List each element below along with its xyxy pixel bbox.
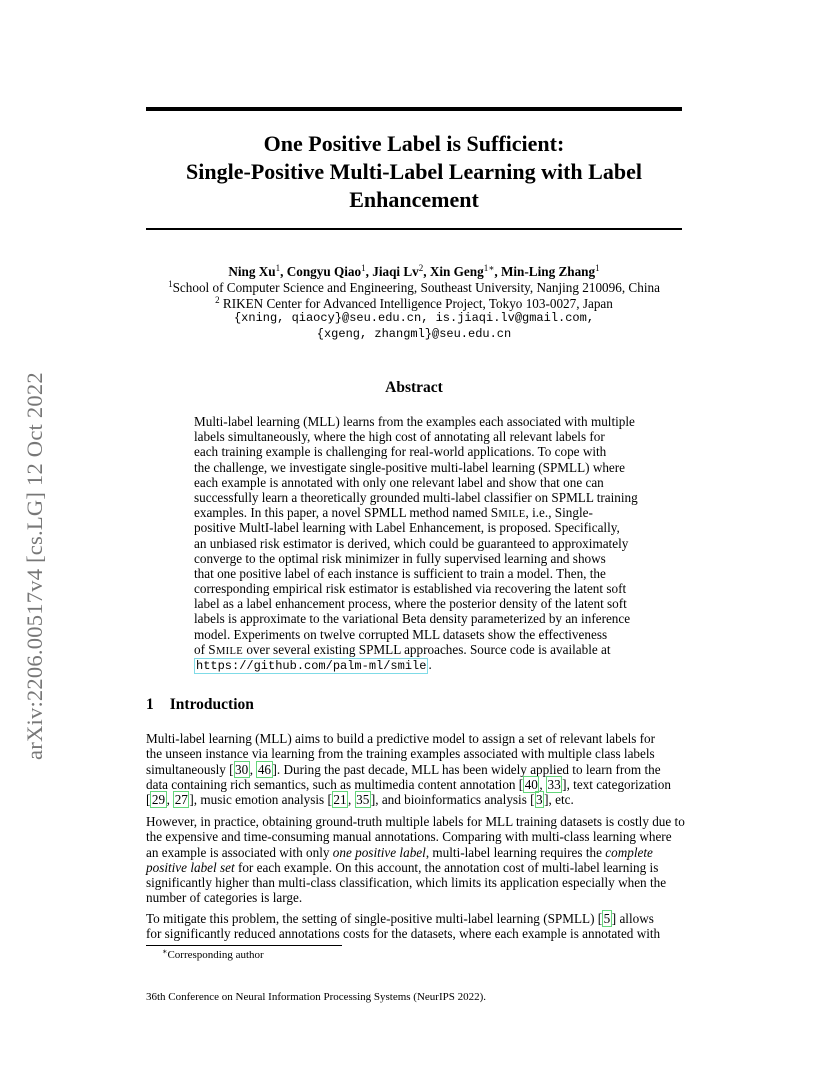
abstract-line: of SMILE over several existing SPMLL approaches. Source code is available at (194, 641, 611, 657)
author-name: Ning Xu (228, 264, 276, 279)
paragraph-line: number of categories is large. (146, 890, 303, 906)
abstract-line: successfully learn a theoretically grounded multi-label classifier on SPMLL training (194, 489, 638, 505)
section-heading (146, 696, 254, 714)
footnote-text: Corresponding author (167, 949, 264, 961)
abstract-line: positive MultI-label learning with Label Enhancement, is proposed. Specifically, (194, 520, 620, 536)
abstract-line: corresponding empirical risk estimator is established via recovering the latent soft (194, 581, 627, 597)
citation-link[interactable]: 5 (603, 911, 611, 926)
citation-link[interactable]: 33 (547, 776, 561, 792)
author-name: Min-Ling Zhang (500, 264, 596, 279)
footnote-mark: ∗ (162, 947, 168, 956)
footnote (162, 949, 264, 961)
abstract-line: an unbiased risk estimator is derived, which could be guaranteed to approximately (194, 535, 629, 551)
paragraph-line: simultaneously [ 30 , 46 ]. During the past decade, MLL has been widely applied to learn from the (146, 761, 661, 777)
paragraph-line: data containing rich semantics, such as multimedia content annotation [ 40 , 33 ], text categorization (146, 776, 671, 792)
emphasis: positive label set (146, 859, 235, 875)
paragraph-line: [ 29 , 27 ], music emotion analysis [ 21 , 35 ], and bioinformatics analysis [ 3 ], etc. (146, 792, 574, 808)
paragraph-line: the expensive and time-consuming manual annotations. Comparing with multi-class learning where (146, 829, 672, 845)
citation-link[interactable]: 29 (151, 792, 166, 808)
method-name-smallcaps: SMILE (208, 641, 244, 657)
abstract-line: label as a label enhancement process, where the posterior density of the latent soft (194, 596, 627, 612)
title-line: Enhancement (349, 187, 479, 212)
abstract-line: each training example is challenging for real-world applications. To cope with (194, 444, 607, 460)
citation-link[interactable]: 3 (536, 792, 543, 808)
abstract-line: labels simultaneously, where the high cost of annotating all relevant labels for (194, 429, 605, 445)
abstract-line: https://github.com/palm-ml/smile . (196, 657, 432, 673)
method-name-smallcaps: SMILE (490, 505, 526, 521)
author-names: Ning Xu$^1$, Congyu Qiao$^1$, Jiaqi Lv$^2$, Xin Geng$^{1∗}$, Min-Ling Zhang$^1$ (228, 263, 600, 279)
abstract-line: Multi-label learning (MLL) learns from the examples each associated with multiple (194, 414, 635, 429)
author-affiliation-mark: 1∗ (483, 263, 495, 273)
author-emails-line-1: {xning, qiaocy}@seu.edu.cn, is.jiaqi.lv@gmail.com, (233, 311, 595, 326)
author-affiliation-mark: 1 (275, 263, 281, 273)
arxiv-identifier: arXiv:2206.00517v4 [cs.LG] 12 Oct 2022 (22, 372, 47, 760)
intro-paragraph-2 (146, 814, 683, 906)
affiliation-1: $^1$School of Computer Science and Engineering, Southeast University, Nanjing 210096, China (168, 278, 660, 295)
paragraph-line: an example is associated with only one positive label, multi-label learning requires the complete (146, 844, 653, 860)
author-name: Congyu Qiao (286, 264, 362, 279)
title-top-rule (146, 107, 682, 111)
paragraph-line: significantly higher than multi-class classification, which limits its application especially when the (146, 875, 667, 891)
abstract-line: the challenge, we investigate single-positive multi-label learning (SPMLL) where (194, 459, 626, 475)
author-affiliation-mark: 2 (418, 263, 424, 273)
author-name: Xin Geng (429, 264, 484, 279)
section-title: Introduction (169, 696, 254, 713)
emphasis: one positive label (332, 844, 426, 860)
footnote-rule (146, 945, 342, 946)
abstract-line: converge to the optimal risk minimizer in fully supervised learning and shows (194, 550, 606, 566)
paragraph-line: Multi-label learning (MLL) aims to build a predictive model to assign a set of relevant labels for (146, 731, 656, 746)
author-emails-line-2: {xgeng, zhangml}@seu.edu.cn (316, 327, 512, 342)
paragraph-line: the unseen instance via learning from the training examples associated with multiple class labels (146, 746, 655, 762)
source-code-link[interactable]: https://github.com/palm-ml/smile (196, 659, 427, 673)
emphasis: complete (605, 844, 653, 860)
abstract-line: model. Experiments on twelve corrupted MLL datasets show the effectiveness (194, 626, 608, 642)
abstract-body (194, 414, 638, 673)
paragraph-line: for significantly reduced annotations costs for the datasets, where each example is annotated with (146, 926, 661, 942)
intro-paragraph-3 (146, 911, 683, 942)
abstract-heading: Abstract (385, 379, 443, 396)
conference-footer: 36th Conference on Neural Information Processing Systems (NeurIPS 2022). (146, 991, 487, 1003)
paragraph-line: positive label set for each example. On this account, the annotation cost of multi-label learning is (146, 859, 659, 875)
citation-link[interactable]: 27 (174, 792, 188, 808)
paragraph-line: To mitigate this problem, the setting of single-positive multi-label learning (SPMLL) [ 5 ] allows (146, 911, 654, 926)
affiliation-2: $^2$ RIKEN Center for Advanced Intelligence Project, Tokyo 103-0027, Japan (215, 294, 613, 311)
citation-link[interactable]: 40 (524, 776, 538, 792)
paragraph-line: However, in practice, obtaining ground-truth multiple labels for MLL training datasets is costly due to (146, 814, 685, 829)
author-affiliation-mark: 1 (595, 263, 600, 273)
abstract-line: labels is approximate to the variational Beta density parameterized by an inference (194, 611, 631, 627)
title-bottom-rule (146, 228, 682, 230)
author-affiliation-mark: 1 (361, 263, 366, 273)
abstract-line: that one positive label of each instance is sufficient to train a model. Then, the (194, 565, 606, 581)
author-block (120, 264, 708, 343)
abstract-line: examples. In this paper, a novel SPMLL method named SMILE, i.e., Single- (194, 505, 593, 521)
section-number: 1 (146, 696, 154, 713)
intro-paragraph-1 (146, 731, 683, 807)
title-line: One Positive Label is Sufficient: (263, 131, 565, 156)
abstract-line: each example is annotated with only one relevant label and show that one can (194, 474, 604, 490)
citation-link[interactable]: 30 (235, 761, 249, 777)
citation-link[interactable]: 46 (257, 761, 272, 777)
citation-link[interactable]: 35 (356, 792, 370, 808)
paper-title (146, 130, 682, 214)
citation-link[interactable]: 21 (333, 792, 347, 808)
author-name: Jiaqi Lv (372, 264, 419, 279)
title-line: Single-Positive Multi-Label Learning with Label (186, 159, 642, 184)
